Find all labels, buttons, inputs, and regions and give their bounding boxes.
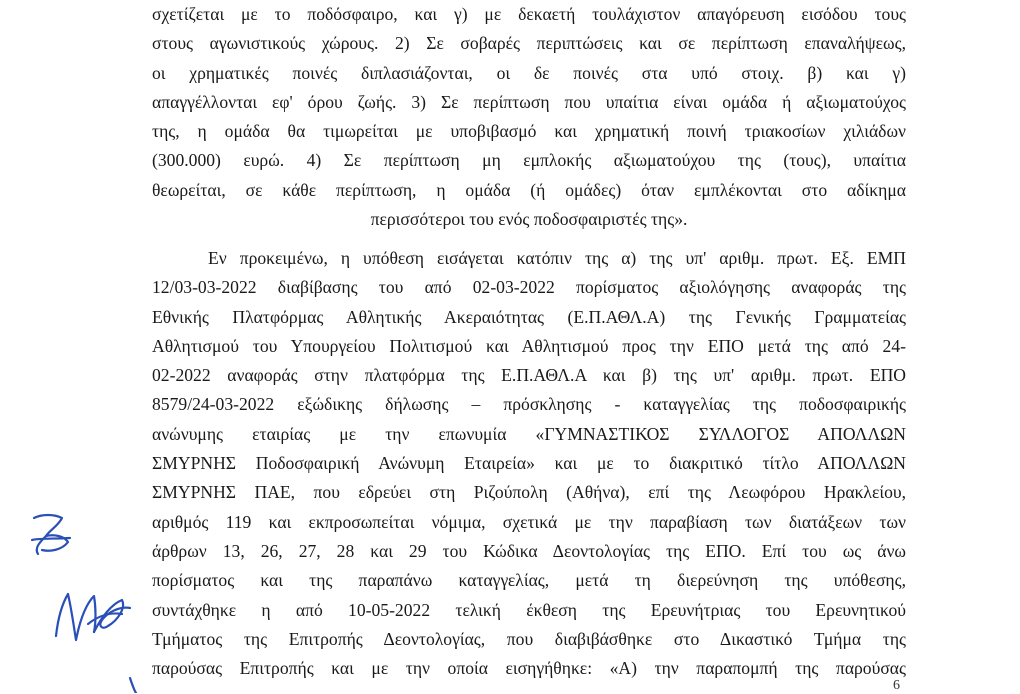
text-line: της, η ομάδα θα τιμωρείται με υποβιβασμό και χρηματική ποινή τριακοσίων χιλιάδων [152, 121, 906, 142]
text-line: σχετίζεται με το ποδόσφαιρο, και γ) με δεκαετή τουλάχιστον απαγόρευση εισόδου τους [152, 4, 906, 24]
signature-stroke [56, 594, 96, 640]
signature-stroke [130, 678, 136, 693]
text-line: περισσότεροι του ενός ποδοσφαιριστές της». [370, 209, 688, 230]
text-line: (300.000) ευρώ. 4) Σε περίπτωση μη εμπλοκής αξιωματούχου της (τους), υπαίτια [152, 150, 906, 171]
text-line: 02-2022 αναφοράς στην πλατφόρμα της Ε.Π.ΑΘΛ.Α και β) της υπ' αριθμ. πρωτ. ΕΠΟ [152, 365, 906, 386]
handwritten-signature [28, 508, 138, 693]
text-line: απαγγέλλονται εφ' όρου ζωής. 3) Σε περίπτωση που υπαίτια είναι ομάδα ή αξιωματούχος [152, 91, 906, 112]
text-line: ΣΜΥΡΝΗΣ ΠΑΕ, που εδρεύει στη Ριζούπολη (Αθήνα), επί της Λεωφόρου Ηρακλείου, [152, 482, 906, 503]
text-line: οι χρηματικές ποινές διπλασιάζονται, οι δε ποινές στα υπό στοιχ. β) και γ) [152, 62, 906, 83]
text-line: πορίσματος και της παραπάνω καταγγελίας, μετά τη διερεύνηση της υπόθεσης, [152, 570, 906, 591]
text-line: Αθλητισμού του Υπουργείου Πολιτισμού και Αθλητισμού προς την ΕΠΟ μετά της από 24- [152, 335, 906, 356]
paragraph-penalties [152, 0, 906, 234]
text-line: Τμήματος της Επιτροπής Δεοντολογίας, που διαβιβάσθηκε στο Δικαστικό Τμήμα της [152, 628, 906, 649]
page-number: 6 [893, 678, 900, 693]
text-line: 12/03-03-2022 διαβίβασης του από 02-03-2022 πορίσματος αξιολόγησης αναφοράς της [152, 277, 906, 298]
text-line: αριθμός 119 και εκπροσωπείται νόμιμα, σχετικά με την παραβίαση των διατάξεων των [152, 511, 906, 532]
text-line: στους αγωνιστικούς χώρους. 2) Σε σοβαρές περιπτώσεις και σε περίπτωση επαναλήψεως, [152, 33, 906, 54]
text-line: Εν προκειμένω, η υπόθεση εισάγεται κατόπιν της α) της υπ' αριθμ. πρωτ. Εξ. ΕΜΠ [208, 248, 906, 268]
text-line: ΣΜΥΡΝΗΣ Ποδοσφαιρική Ανώνυμη Εταιρεία» και με το διακριτικό τίτλο ΑΠΟΛΛΩΝ [152, 453, 906, 474]
text-line: άρθρων 13, 26, 27, 28 και 29 του Κώδικα Δεοντολογίας της ΕΠΟ. Επί του ως άνω [152, 540, 906, 561]
text-line: συντάχθηκε η από 10-05-2022 τελική έκθεση της Ερευνήτριας του Ερευνητικού [152, 599, 906, 620]
text-line: Εθνικής Πλατφόρμας Αθλητικής Ακεραιότητας (Ε.Π.ΑΘΛ.Α) της Γενικής Γραμματείας [152, 306, 906, 327]
text-line: θεωρείται, σε κάθε περίπτωση, η ομάδα (ή ομάδες) όταν εμπλέκονται στο αδίκημα [152, 179, 906, 200]
text-line: ανώνυμης εταιρίας με την επωνυμία «ΓΥΜΝΑΣΤΙΚΟΣ ΣΥΛΛΟΓΟΣ ΑΠΟΛΛΩΝ [152, 423, 906, 444]
text-line: 8579/24-03-2022 εξώδικης δήλωσης – πρόσκλησης - καταγγελίας της ποδοσφαιρικής [152, 394, 906, 415]
text-line: παρούσας Επιτροπής και με την οποία εισηγήθηκε: «Α) την παραπομπή της παρούσας [152, 658, 906, 679]
paragraph-case-introduction [152, 244, 906, 683]
